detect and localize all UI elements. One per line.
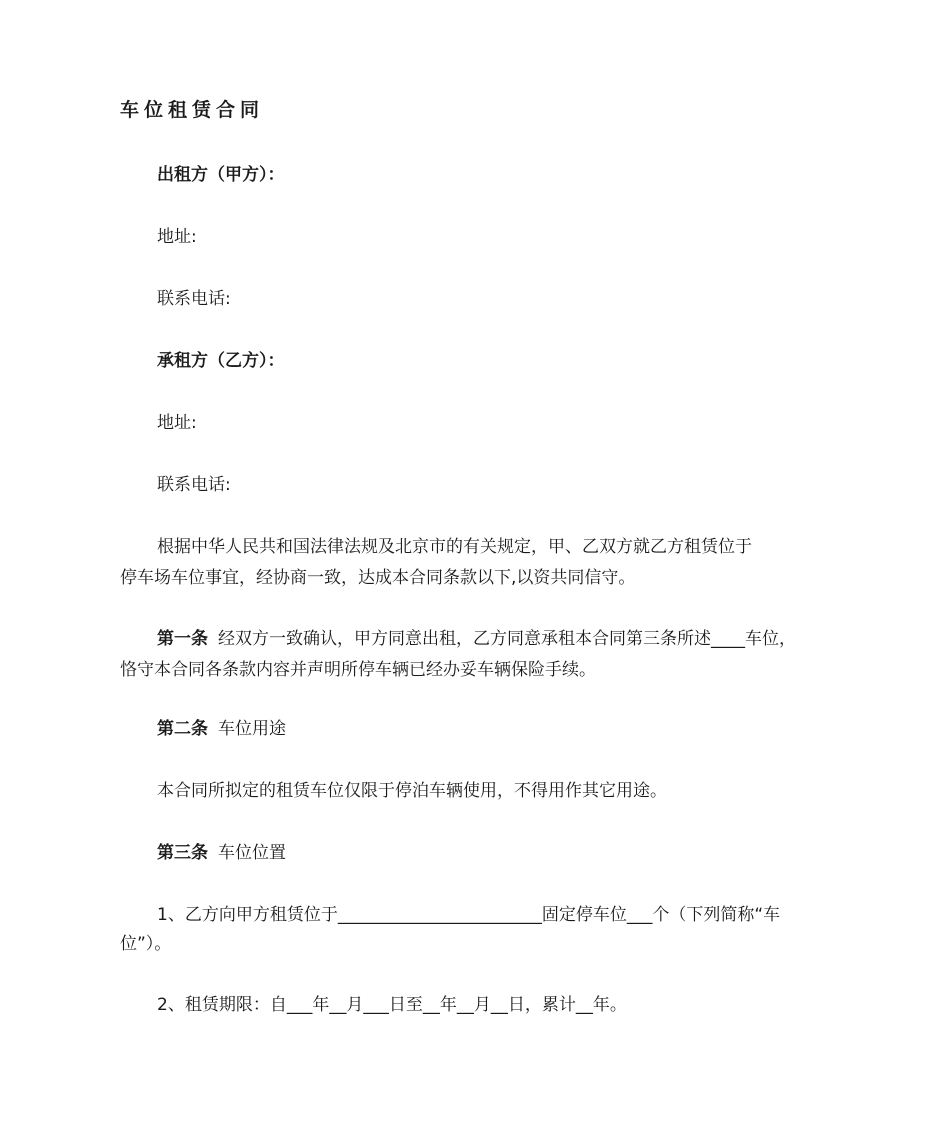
lessor-address: 地址: [157, 227, 197, 247]
article-2-label: 第二条 [157, 719, 208, 739]
article-3-title: 车位位置 [218, 843, 286, 863]
article-3-label: 第三条 [157, 843, 208, 863]
article-1-line-1 [120, 624, 877, 655]
article-3-item-1-line-1: 1、乙方向甲方租赁位于________________________固定停车位___个（下列简称“车 [157, 905, 781, 925]
article-2-body: 本合同所拟定的租赁车位仅限于停泊车辆使用，不得用作其它用途。 [157, 781, 667, 801]
preamble-line-2: 停车场车位事宜，经协商一致，达成本合同条款以下,以资共同信守。 [120, 568, 636, 588]
lessor-phone: 联系电话: [157, 289, 231, 309]
lessee-address: 地址: [157, 413, 197, 433]
lessee-heading: 承租方（乙方）： [157, 351, 285, 371]
lessee-phone: 联系电话: [157, 475, 231, 495]
article-1-line-2: 恪守本合同各条款内容并声明所停车辆已经办妥车辆保险手续。 [120, 660, 596, 680]
lessor-heading: 出租方（甲方）： [157, 165, 285, 185]
article-1-label: 第一条 [157, 629, 208, 649]
article-3-item-2: 2、租赁期限：自___年__月___日至__年__月__日，累计__年。 [157, 995, 627, 1015]
article-3-item-1-line-2: 位”）。 [120, 934, 172, 954]
article-2-title: 车位用途 [218, 719, 286, 739]
article-1-text: 经双方一致确认，甲方同意出租，乙方同意承租本合同第三条所述____车位， [218, 629, 796, 649]
article-2-heading [120, 714, 877, 745]
article-3-heading [120, 838, 877, 869]
preamble-line-1: 根据中华人民共和国法律法规及北京市的有关规定，甲、乙双方就乙方租赁位于 [157, 537, 752, 557]
document-title: 车位租赁合同 [120, 99, 265, 121]
